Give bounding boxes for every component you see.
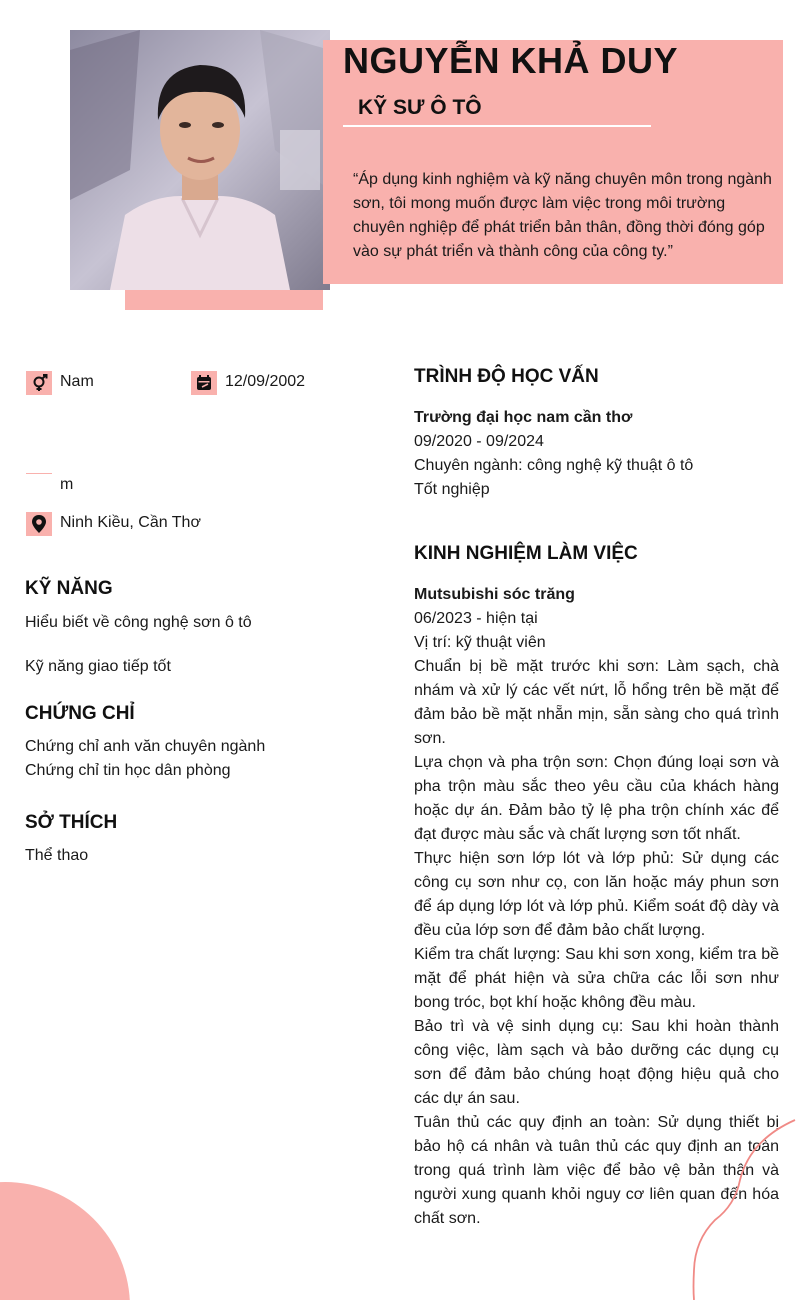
title-divider [343,125,651,127]
photo-accent-bar [125,288,323,310]
duty-item: Lựa chọn và pha trộn sơn: Chọn đúng loại sơn và pha trộn màu sắc theo yêu cầu của khách hàng hoặc dự án. Đảm bảo tỷ lệ pha trộn chính xác để đạt được màu sắc và chất lượng sơn tốt nhất. [414,754,779,843]
corner-decoration [0,1182,130,1300]
skill-item: Hiểu biết về công nghệ sơn ô tô [25,614,252,631]
career-objective: “Áp dụng kinh nghiệm và kỹ năng chuyên môn trong ngành sơn, tôi mong muốn được làm việc trong môi trường chuyên nghiệp để phát triển bản thân, đồng thời đóng góp vào sự phát triển và thành công của công ty.” [353,171,772,260]
experience-position: Vị trí: kỹ thuật viên [414,634,546,651]
experience-period: 06/2023 - hiện tại [414,610,538,627]
education-status: Tốt nghiệp [414,481,490,498]
address-value: Ninh Kiều, Cần Thơ [60,514,201,531]
skill-item: Kỹ năng giao tiếp tốt [25,658,171,675]
duty-item: Bảo trì và vệ sinh dụng cụ: Sau khi hoàn thành công việc, làm sạch và bảo dưỡng các dụng cụ sơn để đảm bảo chúng hoạt động hiệu quả cho các dự án sau. [414,1018,779,1107]
gender-value: Nam [60,373,94,390]
gender-icon [26,371,52,395]
certificate-item: Chứng chỉ anh văn chuyên ngành [25,738,266,755]
decorative-curve [680,1110,800,1300]
profile-photo [70,30,330,290]
location-icon [26,512,52,536]
company-name: Mutsubishi sóc trăng [414,586,575,603]
duty-item: Kiểm tra chất lượng: Sau khi sơn xong, kiểm tra bề mặt để phát hiện và sửa chữa các lỗi sơn như bong tróc, bọt khí hoặc không đều màu. [414,946,779,1011]
education-title: TRÌNH ĐỘ HỌC VẤN [414,366,599,387]
misc-value: m [60,476,74,493]
candidate-name: NGUYỄN KHẢ DUY [343,40,679,81]
duty-item: Chuẩn bị bề mặt trước khi sơn: Làm sạch, chà nhám và xử lý các vết nứt, lỗ hổng trên bề mặt để đảm bảo bề mặt nhẵn mịn, sẵn sàng cho quá trình sơn. [414,658,779,747]
job-title: KỸ SƯ Ô TÔ [358,96,482,119]
certificates-title: CHỨNG CHỈ [25,703,135,724]
experience-title: KINH NGHIỆM LÀM VIỆC [414,543,638,564]
education-block [414,406,779,502]
school-name: Trường đại học nam cần thơ [414,409,633,426]
education-period: 09/2020 - 09/2024 [414,433,544,450]
hobbies-title: SỞ THÍCH [25,812,118,833]
calendar-icon [191,371,217,395]
certificate-item: Chứng chỉ tin học dân phòng [25,762,231,779]
misc-icon-line [26,473,52,474]
skills-title: KỸ NĂNG [25,578,113,599]
dob-value: 12/09/2002 [225,373,306,390]
duty-item: Tuân thủ các quy định an toàn: Sử dụng thiết bị bảo hộ cá nhân và tuân thủ các quy định an toàn trong quá trình làm việc để bảo vệ bản thân và người xung quanh khỏi nguy cơ liên quan đến hóa chất sơn. [414,1114,779,1227]
education-major: Chuyên ngành: công nghệ kỹ thuật ô tô [414,457,694,474]
duty-item: Thực hiện sơn lớp lót và lớp phủ: Sử dụng các công cụ sơn như cọ, con lăn hoặc máy phun sơn để áp dụng lớp lót và lớp phủ. Kiểm soát độ dày và đều của lớp sơn để đảm bảo chất lượng. [414,850,779,939]
hobby-item: Thể thao [25,847,89,864]
